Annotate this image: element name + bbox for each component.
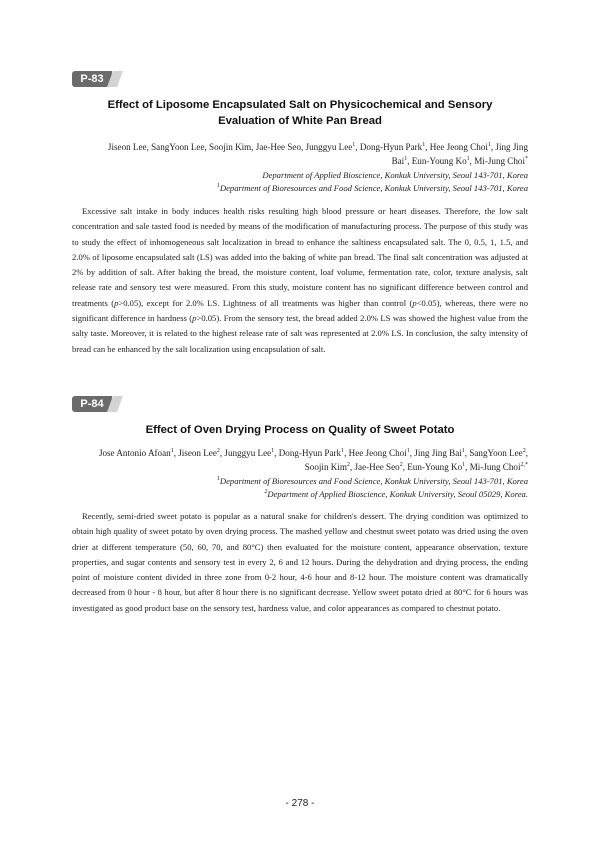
author-affiliation-mark: 1	[341, 447, 345, 454]
author-affiliation-mark: 1	[466, 155, 470, 162]
title-line: Evaluation of White Pan Bread	[218, 115, 382, 127]
author-list: Jiseon Lee, SangYoon Lee, Soojin Kim, Jae-Hee Seo, Junggyu Lee$^1$, Dong-Hyun Park$^1$, Hee Jeong Choi$^1$, Jing Jing Bai$^1$, Eun-Young Ko$^1$, Mi-Jung Choi*	[107, 141, 528, 166]
author-name: Jose Antonio Afoan	[98, 448, 171, 458]
author-name: Dong-Hyun Park	[278, 448, 342, 458]
author-affiliation-mark: 2,*	[520, 461, 528, 468]
author-name: Jiseon Lee	[178, 448, 217, 458]
badge-label: P-84	[72, 396, 112, 412]
author-name: Mi-Jung Choi	[474, 156, 525, 166]
paper-title	[72, 97, 528, 129]
abstract-number-badge	[72, 71, 118, 87]
author-affiliation-mark: 1	[487, 141, 491, 148]
author-name: Junggyu Lee	[224, 448, 272, 458]
author-affiliation-mark: 1	[462, 461, 466, 468]
author-affiliation-mark: 2	[216, 447, 220, 454]
abstract-body: Excessive salt intake in body induces health risks resulting high blood pressure or heart diseases. Therefore, the low salt concentration and sale tasted food is needed by means of the modification of manufacturing process. The purpose of this study was to study the effect of inhomogeneous salt localization in bread to enhance the saltiness encapsulated salt. The 0, 0.5, 1, 1.5, and 2.0% of liposome encapsulated salt (LS) was added into the baking of white pan bread. The final salt concentration was adjusted at 2% by addition of salt. After baking the bread, the moisture content, loaf volume, fermentation rate, color, texture analysis, salt release rate and sensory test were measured. From this study, moisture content has no significant difference between control and treatments (p>0.05), except for 2.0% LS. Lightness of all treatments was higher than control (p<0.05), whereas, there were no significant difference in hardness (p>0.05). From the sensory test, the bread added 2.0% LS was showed the highest value from the salty taste. Moreover, it is related to the highest release rate of salt was represented at 2.0% LS. In conclusion, the salty intensity of bread can be enhanced by the salt localization using encapsulation of salt.	[72, 206, 529, 354]
affiliation-line: Department of Applied Bioscience, Konkuk University, Seoul 143-701, Korea	[262, 170, 528, 180]
abstract-number-badge	[72, 396, 118, 412]
affiliations	[88, 475, 528, 500]
author-affiliation-mark: 1	[271, 447, 275, 454]
author-affiliation-mark: 2	[399, 461, 403, 468]
author-affiliation-mark: 2	[346, 461, 350, 468]
author-name: SangYoon Lee	[151, 142, 205, 152]
author-affiliation-mark: 1	[422, 141, 426, 148]
author-name: Hee Jeong Choi	[429, 142, 488, 152]
author-name: Hee Jeong Choi	[348, 448, 407, 458]
author-affiliation-mark: 1	[352, 141, 356, 148]
author-name: Soojin Kim	[304, 462, 347, 472]
author-affiliation-mark: 1	[170, 447, 174, 454]
title-line: Effect of Liposome Encapsulated Salt on Physicochemical and Sensory	[107, 99, 493, 111]
author-affiliation-mark: 1	[461, 447, 465, 454]
author-name: Mi-Jung Choi	[469, 462, 521, 472]
author-list: Jose Antonio Afoan$^1$, Jiseon Lee$^2$, Junggyu Lee$^1$, Dong-Hyun Park$^1$, Hee Jeong Choi$^1$, Jing Jing Bai$^1$, SangYoon Lee$^2$, Soojin Kim$^2$, Jae-Hee Seo$^2$, Eun-Young Ko$^1$, Mi-Jung Choi$^{2,*}$	[98, 447, 528, 472]
author-name: Jing Jing Bai	[414, 448, 462, 458]
author-name: Jae-Hee Seo	[255, 142, 301, 152]
author-name: SangYoon Lee	[469, 448, 523, 458]
author-affiliation-mark: 2	[522, 447, 526, 454]
author-affiliation-mark: 1	[404, 155, 408, 162]
affiliations	[88, 169, 528, 194]
page-number: - 278 -	[285, 798, 315, 809]
author-name: Jing Jing Bai	[391, 142, 528, 166]
author-name: Jae-Hee Seo	[354, 462, 400, 472]
badge-label: P-83	[72, 71, 112, 87]
author-name: Junggyu Lee	[305, 142, 353, 152]
paper-title	[72, 422, 528, 438]
title-line: Effect of Oven Drying Process on Quality of Sweet Potato	[145, 424, 455, 436]
author-affiliation-mark: *	[525, 155, 528, 162]
author-name: Dong-Hyun Park	[359, 142, 423, 152]
author-affiliation-mark: 1	[406, 447, 410, 454]
abstract-body: Recently, semi-dried sweet potato is popular as a natural snake for children's dessert. The drying condition was optimized to obtain high quality of sweet potato by oven drying process. The mashed yellow and chestnut sweet potato was dried using the oven drier at different temperature (50, 60, 70, and 80°C) then evaluated for the moisture content, appearance observation, texture properties, and sugar contents and sensory test in every 2, 6 and 12 hours. During the dehydration and drying process, the ending point of moisture content divided in three zone from 0-2 hour, 4-6 hour and 8-12 hour. The moisture content was dramatically decreased from 0 hour - 8 hour, but after 8 hour there is no significant decrease. Yellow sweet potato dried at 80°C for 6 hours was investigated as good product base on the sensory test, hardness value, and color appearances as compared to chestnut potato.	[72, 511, 528, 613]
affiliation-line: $^1$Department of Bioresources and Food Science, Konkuk University, Seoul 143-701, Korea	[216, 182, 528, 193]
author-name: Soojin Kim	[209, 142, 252, 152]
affiliation-line: $^2$Department of Applied Bioscience, Konkuk University, Seoul 05029, Korea.	[264, 488, 528, 499]
author-name: Eun-Young Ko	[407, 462, 463, 472]
author-name: Jiseon Lee	[107, 142, 147, 152]
affiliation-line: $^1$Department of Bioresources and Food Science, Konkuk University, Seoul 143-701, Korea	[216, 476, 528, 486]
author-name: Eun-Young Ko	[411, 156, 467, 166]
